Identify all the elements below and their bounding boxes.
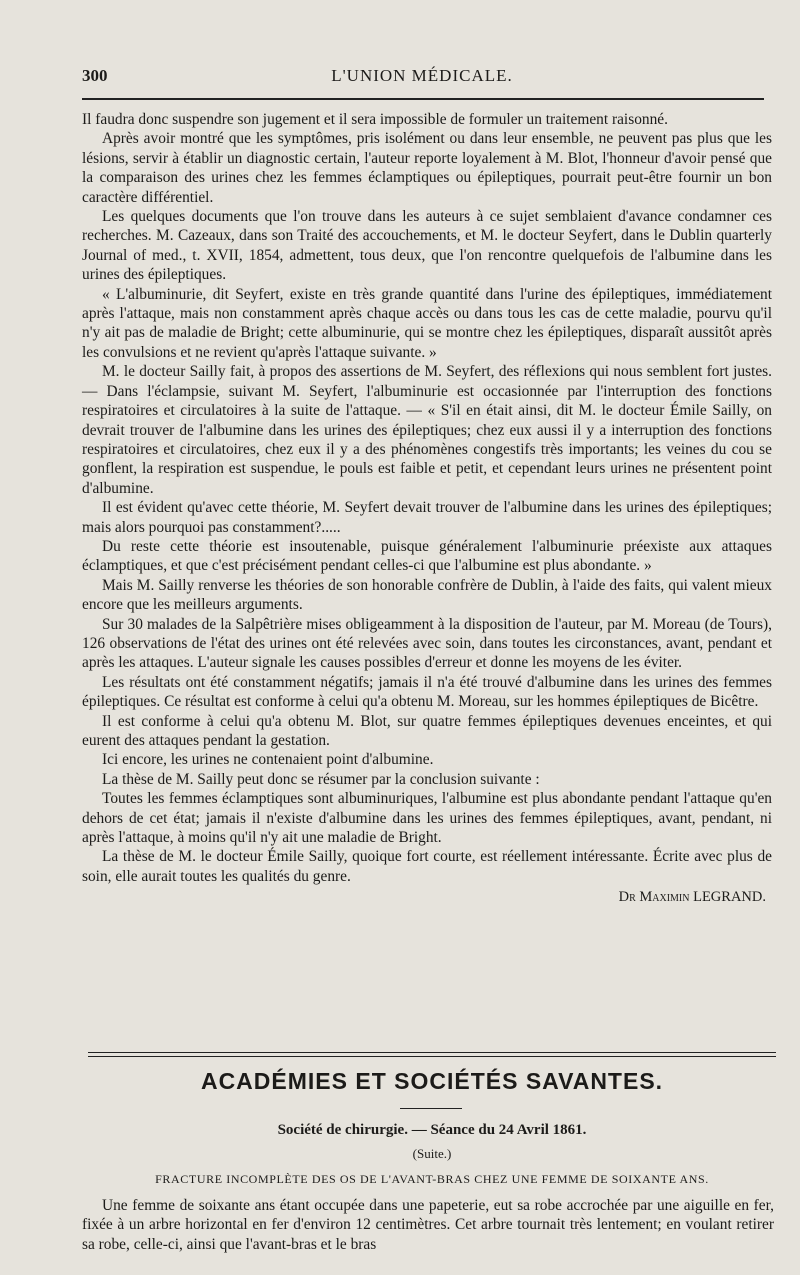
paragraph: Les quelques documents que l'on trouve dans les auteurs à ce sujet semblaient d'avance condamner ces recherches. M. Cazeaux, dans son Traité des accouchements, et M. le docteur Seyfert, dans le Dublin quarterly Journal of med., t. XVII, 1854, admettent, tous deux, que l'on rencontre quelquefois de l'albumine dans les urines des épileptiques.	[82, 208, 772, 284]
section-title: ACADÉMIES ET SOCIÉTÉS SAVANTES.	[200, 1068, 664, 1094]
paragraph: Ici encore, les urines ne contenaient point d'albumine.	[102, 751, 434, 769]
paragraph: M. le docteur Sailly fait, à propos des assertions de M. Seyfert, des réflexions qui nous semblent fort justes. — Dans l'éclampsie, suivant M. Seyfert, l'albuminurie est occasionnée par l'interruption des fonctions respiratoires et circulatoires à la suite de l'attaque. — « S'il en était ainsi, dit M. le docteur Émile Sailly, on devrait trouver de l'albumine dans les urines des épileptiques; chez eux aussi il y a interruption des fonctions respiratoires et circulatoires, chez eux il y a des phénomènes congestifs très importants; les veines du cou se gonflent, la respiration est suspendue, le pouls est faible et petit, et cependant leurs urines ne présentent point d'albumine.	[82, 363, 772, 497]
section-rule-top	[88, 1052, 776, 1053]
paragraph: Toutes les femmes éclamptiques sont albuminuriques, l'albumine est plus abondante pendant l'attaque qu'en dehors de cet état; jamais il n'existe d'albumine dans les urines des femmes épileptiques, avant, pendant, ni après l'attaque, à moins qu'il n'y ait une maladie de Bright.	[82, 790, 772, 847]
paragraph: Mais M. Sailly renverse les théories de son honorable confrère de Dublin, à l'aide des faits, qui valent mieux encore que les meilleurs arguments.	[82, 576, 772, 614]
paragraph: « L'albuminurie, dit Seyfert, existe en très grande quantité dans l'urine des épileptiques, immédiatement après l'attaque, mais non constamment après chaque accès ou dans tous les cas de cette maladie, pourvu qu'il n'y ait pas de maladie de Bright; cette albuminurie, qui se montre chez les épileptiques, disparaît aussitôt après les convulsions et ne revient qu'après l'attaque suivante. »	[82, 285, 772, 361]
running-head	[82, 66, 762, 90]
paragraph: Il est conforme à celui qu'a obtenu M. Blot, sur quatre femmes épileptiques devenues enceintes, et qui eurent des attaques pendant la gestation.	[82, 712, 772, 749]
article-paragraph: Une femme de soixante ans étant occupée dans une papeterie, eut sa robe accrochée par une aiguille en fer, fixée à un arbre horizontal en fer d'environ 12 centimètres. Cet arbre tournait très lentement; en voulant retirer sa robe, celle-ci, ainsi que l'avant-bras et le bras	[82, 1197, 774, 1253]
paragraph: Il faudra donc suspendre son jugement et il sera impossible de formuler un traitement raisonné.	[82, 111, 668, 128]
author-signature: Dr Maximin LEGRAND.	[618, 889, 766, 906]
paragraph: Il est évident qu'avec cette théorie, M. Seyfert devait trouver de l'albumine dans les urines des épileptiques; mais alors pourquoi pas constamment?.....	[82, 499, 772, 536]
paragraph: La thèse de M. le docteur Émile Sailly, quoique fort courte, est réellement intéressante. Écrite avec plus de soin, elle aurait toutes les qualités du genre.	[82, 848, 772, 885]
section-divider	[400, 1108, 462, 1109]
paragraph: Les résultats ont été constamment négatifs; jamais il n'a été trouvé d'albumine dans les urines des femmes épileptiques. Ce résultat est conforme à celui qu'a obtenu M. Moreau, sur les hommes épileptiques de Bicêtre.	[82, 673, 772, 711]
article-title: FRACTURE INCOMPLÈTE DES OS DE L'AVANT-BRAS CHEZ UNE FEMME DE SOIXANTE ANS.	[155, 1172, 709, 1186]
header-rule	[82, 98, 764, 100]
section-rule-bottom	[88, 1056, 776, 1057]
page-number: 300	[82, 66, 108, 85]
journal-title: L'UNION MÉDICALE.	[331, 66, 513, 85]
review-text	[82, 110, 772, 908]
suite-label: (Suite.)	[412, 1146, 452, 1161]
paragraph: Du reste cette théorie est insoutenable, puisque généralement l'albuminurie préexiste aux attaques éclamptiques, et que c'est précisément pendant celles-ci que l'albumine est plus abondante. »	[82, 537, 772, 575]
paragraph: La thèse de M. Sailly peut donc se résumer par la conclusion suivante :	[102, 770, 540, 788]
paragraph: Sur 30 malades de la Salpêtrière mises obligeamment à la disposition de l'auteur, par M. Moreau (de Tours), 126 observations de l'état des urines ont été relevées avec soin, dans toutes les circonstances, avant, pendant et après les attaques. L'auteur signale les causes possibles d'erreur et donne les moyens de les éviter.	[82, 615, 772, 672]
paragraph: Après avoir montré que les symptômes, pris isolément ou dans leur ensemble, ne peuvent pas plus que les lésions, servir à établir un diagnostic certain, l'auteur reporte loyalement à M. Blot, l'honneur d'avoir pensé que la comparaison des urines chez les femmes éclamptiques ou épileptiques, pourrait peut-être fournir un bon caractère différentiel.	[82, 130, 772, 206]
article-text	[82, 1196, 774, 1254]
society-session: Société de chirurgie. — Séance du 24 Avril 1861.	[277, 1122, 587, 1138]
